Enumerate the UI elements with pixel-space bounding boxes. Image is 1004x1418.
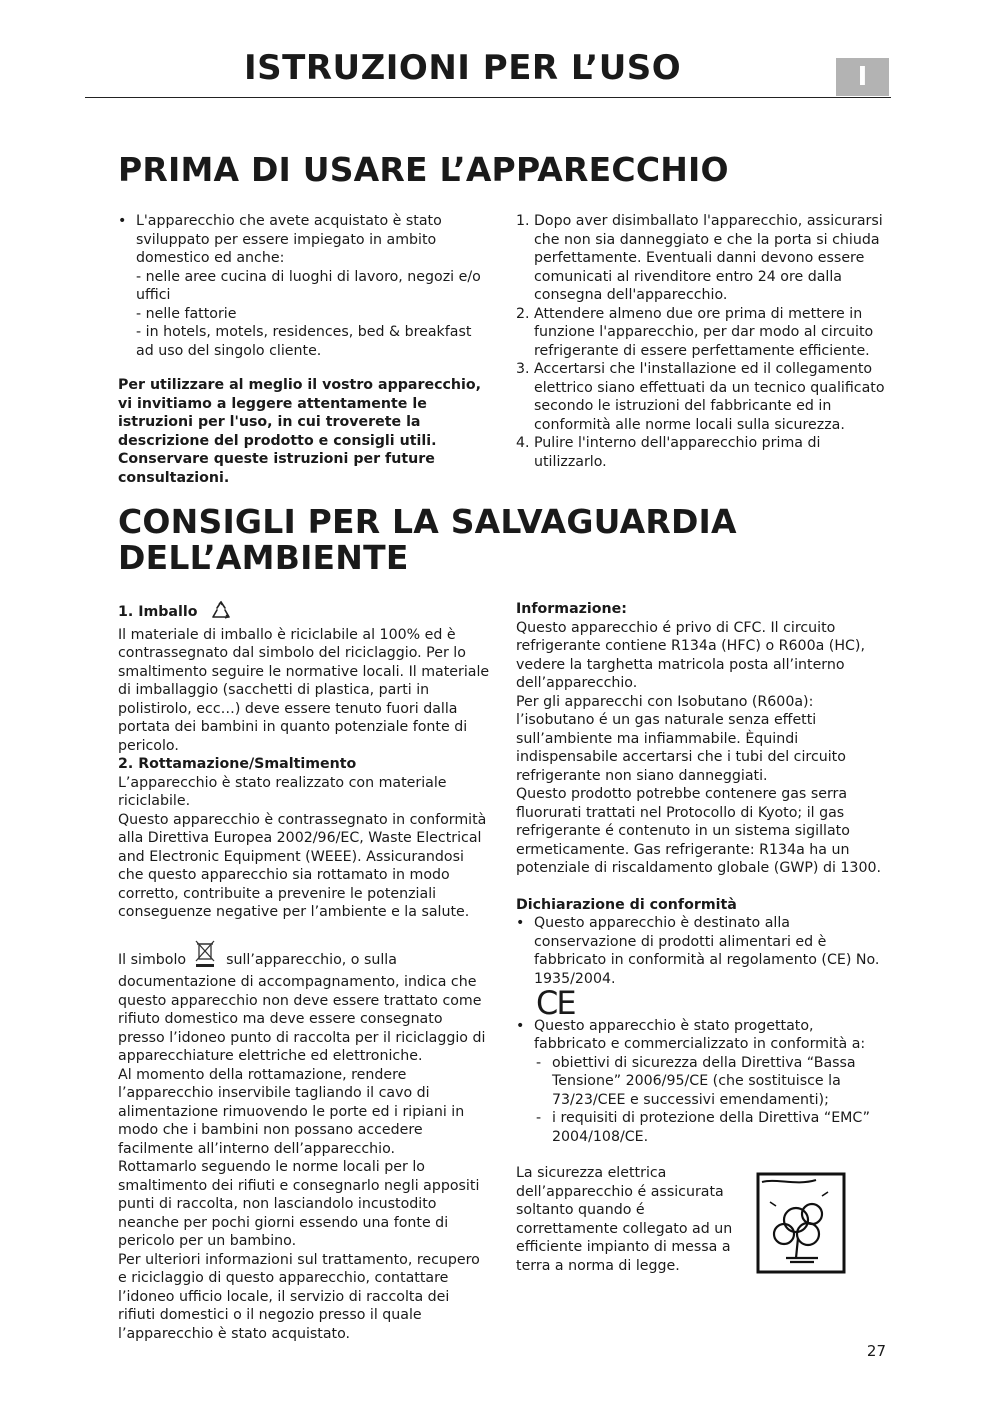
conformity-bullet-text: Questo apparecchio è stato progettato, fabbricato e commercializzato in conformità a: [534,1017,866,1052]
prep-step [516,305,886,361]
directive-item: - obiettivi di sicurezza della Direttiva “Bassa Tensione” 2006/95/CE (che sostituisce la 73/23/CEE e successivi emendamenti); [534,1054,888,1110]
directives-list [534,1054,888,1147]
conformity-bullet: • Questo apparecchio è destinato alla conservazione di prodotti alimentari ed è fabbricato in conformità al regolamento (CE) No. 1935/2004. [516,914,888,988]
step-text: Attendere almeno due ore prima di mettere in funzione l'apparecchio, per dar modo al circuito refrigerante di essere perfettamente efficiente. [534,305,874,359]
safety-block [516,1164,888,1275]
conformity-list-1 [516,914,888,988]
info-heading: Informazione: [516,601,627,617]
header-title: ISTRUZIONI PER L’USO [244,48,682,88]
section-title-salvaguardia [118,504,737,576]
imballo-heading-row [118,600,490,626]
electrical-safety-text: La sicurezza elettrica dell’apparecchio é assicurata soltanto quando é correttamente collegato ad un efficiente impianto di messa a terra a norma di legge. [516,1165,733,1274]
imballo-text: Il materiale di imballo è riciclabile al 100% ed è contrassegnato dal simbolo del riciclaggio. Per lo smaltimento seguire le normative locali. Il materiale di imballaggio (sacchetti di plastica, parti in polistirolo, ecc…) deve essere tenuto fuori dalla portata dei bambini in quanto potenziale fonte di pericolo. [118,626,490,754]
step-number: 2. [516,305,530,322]
grounding-illustration-icon [756,1172,848,1282]
ce-mark: CE [536,984,575,1022]
section2-right-column [516,600,888,1275]
prep-step [516,212,886,305]
info-p1: Questo apparecchio é privo di CFC. Il circuito refrigerante contiene R134a (HFC) o R600a (HC), vedere la targhetta matricola posta all’interno dell’apparecchio. [516,619,865,691]
usage-bullet-list [118,212,488,360]
rottamazione-p3: Al momento della rottamazione, rendere l’apparecchio inservibile tagliando il cavo di alimentazione rimuovendo le porte ed i ripiani in modo che i bambini non possano accedere facilmente all’interno dell’apparecchio. [118,1066,465,1157]
prep-step [516,360,886,434]
step-text: Pulire l'interno dell'apparecchio prima di utilizzarlo. [534,435,821,470]
crossed-bin-icon [192,940,218,974]
section-title-prima-di-usare: PRIMA DI USARE L’APPARECCHIO [118,150,729,189]
step-text: Accertarsi che l'installazione ed il collegamento elettrico siano effettuati da un tecnico qualificato secondo le istruzioni del fabbricante ed in conformità alle norme locali sulla sicurezza. [534,361,885,433]
simbolo-paragraph [118,940,490,1066]
simbolo-pre: Il simbolo [118,951,187,968]
prep-step [516,434,886,471]
read-instructions-note: Per utilizzare al meglio il vostro apparecchio, vi invitiamo a leggere attentamente le istruzioni per l'uso, in cui troverete la descrizione del prodotto e consigli utili. Conservare queste istruzioni per future consultazioni. [118,377,481,486]
conformity-list-2 [516,1017,888,1147]
conformity-bullet [516,1017,888,1147]
usage-line-1: - nelle aree cucina di luoghi di lavoro, negozi e/o uffici [136,268,481,303]
section-title-line-2: DELL’AMBIENTE [118,538,409,577]
step-number: 3. [516,361,530,377]
header-divider [85,97,891,98]
step-number: 1. [516,213,530,229]
step-number: 4. [516,435,530,451]
usage-bullet-intro: L'apparecchio che avete acquistato è stato sviluppato per essere impiegato in ambito domestico ed anche: [136,213,442,266]
section2-left-column [118,600,490,1343]
prep-steps-list [516,212,886,471]
usage-line-2: - nelle fattorie [136,305,237,322]
imballo-heading: 1. Imballo [118,604,198,620]
page-number: 27 [866,1342,886,1360]
rottamazione-heading: 2. Rottamazione/Smaltimento [118,756,357,772]
section1-left-column [118,212,488,487]
rottamazione-p2: Questo apparecchio è contrassegnato in conformità alla Direttiva Europea 2002/96/EC, Waste Electrical and Electronic Equipment (WEEE). Assicurandosi che questo apparecchio sia rottamato in modo corretto, contribuite a prevenire le potenziali conseguenze negative per l’ambiente e la salute. [118,811,487,920]
rottamazione-p1: L’apparecchio è stato realizzato con materiale riciclabile. [118,774,447,809]
info-p2: Per gli apparecchi con Isobutano (R600a): l’isobutano é un gas naturale senza effetti sull’ambiente ma infiammabile. Èquindi indispensabile accertarsi che i tubi del circuito refrigerante non siano danneggiati. [516,693,846,784]
rottamazione-p5: Per ulteriori informazioni sul trattamento, recupero e riciclaggio di questo apparecchio, contattare l’idoneo ufficio locale, il servizio di raccolta dei rifiuti domestici o il negozio presso il quale l’apparecchio è stato acquistato. [118,1251,480,1342]
language-badge: I [836,58,889,96]
directive-item: - i requisiti di protezione della Direttiva “EMC” 2004/108/CE. [534,1109,888,1146]
step-text: Dopo aver disimballato l'apparecchio, assicurarsi che non sia danneggiato e che la porta si chiuda perfettamente. Eventuali danni devono essere comunicati al rivenditore entro 24 ore dalla consegna dell'apparecchio. [534,213,883,303]
simbolo-post: sull’apparecchio, o sulla documentazione di accompagnamento, indica che questo apparecchio non deve essere trattato come rifiuto domestico ma deve essere consegnato presso l’idoneo punto di raccolta per il riciclaggio di apparecchiature elettriche ed elettroniche. [118,951,486,1064]
rottamazione-p4: Rottamarlo seguendo le norme locali per lo smaltimento dei rifiuti e consegnarlo negli appositi punti di raccolta, non lasciandolo incustodito neanche per pochi giorni essendo una fonte di pericolo per un bambino. [118,1159,480,1249]
section-title-line-1: CONSIGLI PER LA SALVAGUARDIA [118,502,737,541]
info-p3: Questo prodotto potrebbe contenere gas serra fluorurati trattati nel Protocollo di Kyoto; il gas refrigerante é contenuto in un sistema sigillato ermeticamente. Gas refrigerante: R134a ha un potenziale di riscaldamento globale (GWP) di 1300. [516,786,882,876]
recycle-icon [210,600,232,626]
conformity-heading: Dichiarazione di conformità [516,896,737,913]
usage-bullet-item [118,212,488,360]
section1-right-column [516,212,886,471]
usage-line-3: - in hotels, motels, residences, bed & breakfast ad uso del singolo cliente. [136,324,472,359]
